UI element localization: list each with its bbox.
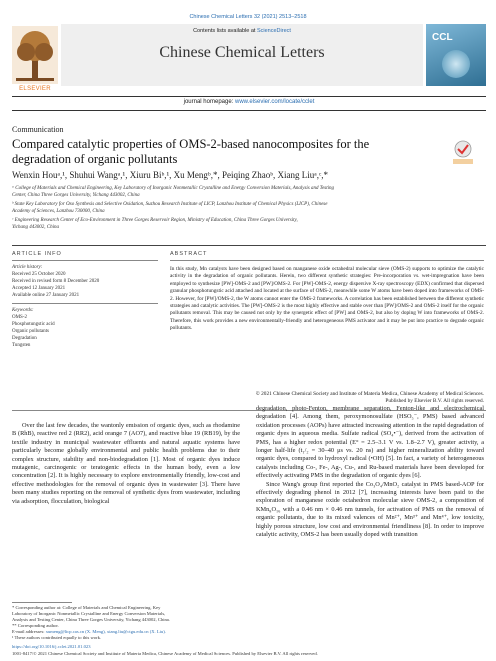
author-list: Wenxin Houᵃ,¹, Shuhui Wangᵃ,¹, Xiuru Biᵇ,¹, Xu Mengᵇ,*, Peiqing Zhaoᵇ, Xiang Liuᵃ,ᶜ,* — [12, 170, 329, 180]
footnote-line: Analysis and Testing Center, China Three Gorges University, Yichang 443002, China. — [12, 617, 170, 622]
cover-text: CCL — [432, 32, 453, 43]
keyword: OMS-2 — [12, 315, 28, 320]
title-line-2: degradation of organic pollutants — [12, 152, 178, 166]
paper-title — [12, 137, 422, 167]
body-paragraph: Since Wang's group first reported the Co₃O₄/MnO₂ catalyst in PMS based-AOP for effectively degrading phenol in 2012 [7], increasing interests have been paid to the exploration of manganese oxide octahedron molecular sieve OMS-2, a composition of KMn₈O₁₆ with a 0.46 nm × 0.46 nm tunnels, for activation of PMS on the removal of organic pollutants, due to its mixed valences of Mn²⁺, Mn³⁺ and Mn⁴⁺, low toxicity, highly porous structure, low cost and environmental friendliness [8]. In order to improve catalytic activity, OMS-2 has been usually doped with transition — [256, 480, 484, 539]
copyright-line-1: © 2021 Chinese Chemical Society and Institute of Materia Medica, Chinese Academy of Medical Sciences. — [255, 391, 484, 397]
sciencedirect-link[interactable]: ScienceDirect — [256, 28, 291, 34]
affiliation-line: ᵃ College of Materials and Chemical Engineering, Key Laboratory of Inorganic Nonmetallic Crystalline and Energy Conversion Materials, Analysis and Testing — [12, 186, 335, 191]
section-type: Communication — [12, 125, 64, 134]
footnote-rule — [12, 602, 72, 603]
contents-prefix: Contents lists available at — [193, 28, 257, 34]
doi-link[interactable]: https://doi.org/10.1016/j.cclet.2021.01.023 — [12, 644, 91, 649]
email-prefix: E-mail addresses: — [12, 629, 46, 634]
body-right-column — [256, 405, 484, 540]
copyright-line-2: Published by Elsevier B.V. All rights reserved. — [385, 398, 484, 405]
issn-line: 1001-8417/© 2021 Chinese Chemical Society and Institute of Materia Medica, Chinese Academy of Medical Sciences. Published by Elsevier B.V. All rights reserved. — [12, 651, 318, 656]
elsevier-logo-text: ELSEVIER — [19, 86, 51, 92]
history-item: Accepted 12 January 2021 — [12, 286, 66, 291]
cover-graphic — [442, 50, 470, 78]
history-item: Received 25 October 2020 — [12, 272, 66, 277]
body-paragraph: Over the last few decades, the wantonly emission of organic dyes, such as rhodamine B (RhB), reactive red 2 (RR2), acid orange 7 (AO7), and reactive blue 19 (RB19), by the textile industry in municipal wastewater effluents and natural aquatic systems have particularly become globally environmental and public health problems due to their complex structure, stability and non-biodegradation [1]. Most of organic dyes induce mutagenic, carcinogenic or teratogenic effects in the human body, even a low concentration [2]. It is highly necessary to explore environmentally friendly, low-cost and effective methodologies for the removal of organic dyes in wastewater [3]. There have been many studies reporting on the removal of synthetic dyes from wastewater, including via adsorption, flocculation, biological — [12, 422, 240, 505]
keyword: Organic pollutants — [12, 329, 49, 334]
keyword: Degradation — [12, 336, 37, 341]
section-divider — [12, 245, 486, 246]
homepage-prefix: journal homepage: — [183, 99, 235, 105]
elsevier-tree-logo — [12, 26, 58, 84]
affiliation-line: ᶜ Engineering Research Center of Eco-Environment in Three Gorges Reservoir Region, Ministry of Education, China Three Gorges University, — [12, 218, 298, 223]
abstract-copyright — [170, 391, 484, 406]
body-paragraph: degradation, photo-Fenton, membrane separation, Fenton-like and electrochemical degradation [4]. Among them, peroxymonosulfate (HSO₅⁻, PMS) based advanced oxidation processes (AOPs) have attracted increasing attention in the rapid degradation of organic dyes in aqueous media. Sulfate radical (SO₄•⁻), derived from the activation of PMS, has a higher redox potential (E° = 2.5–3.1 V vs. 1.8–2.7 V), greater activity, a longer half-life (t₁/₂ = 30–40 μs vs. 20 ns) and higher mineralization ability toward organic dyes, compared to hydroxyl radical (•OH) [5]. In fact, a variety of heterogeneous catalysts including Co-, Fe-, Ag-, Cu-, and Ru-based materials have been developed for effectively activating PMS in the degradation of organic dyes [6]. — [256, 405, 484, 480]
keywords-rule — [12, 303, 158, 304]
affiliation-line: Yichang 443002, China — [12, 225, 59, 230]
article-info-heading: ARTICLE INFO — [12, 251, 62, 257]
abstract-heading: ABSTRACT — [170, 251, 208, 257]
keyword: Tungsten — [12, 343, 31, 348]
contents-line — [61, 28, 423, 34]
journal-cover-image — [426, 24, 486, 86]
footnote-line: * Corresponding author at: College of Materials and Chemical Engineering, Key — [12, 605, 161, 610]
abstract-rule — [170, 260, 484, 261]
header-divider — [12, 110, 486, 111]
journal-title: Chinese Chemical Letters — [159, 44, 325, 61]
title-line-1: Compared catalytic properties of OMS-2-based nanocomposites for the — [12, 137, 370, 151]
keywords-heading: Keywords: — [12, 308, 34, 313]
footnote-line: ¹ These authors contributed equally to this work. — [12, 635, 102, 640]
affiliation-line: Academy of Sciences, Lanzhou 730000, China — [12, 209, 105, 214]
article-info-rule — [12, 260, 158, 261]
history-item: Available online 27 January 2021 — [12, 293, 80, 298]
affiliation-line: ᵇ State Key Laboratory for Oxo Synthesis and Selective Oxidation, Suzhou Research Institute of LICP, Lanzhou Institute of Chemical Physics (LICP), Chinese — [12, 202, 328, 207]
journal-homepage-bar — [12, 96, 486, 107]
body-left-column — [12, 422, 240, 506]
affiliation-line: Center, China Three Gorges University, Yichang 443002, China — [12, 193, 140, 198]
history-heading: Article history: — [12, 265, 43, 270]
check-for-updates-icon[interactable] — [451, 139, 475, 165]
footnote-line: ** Corresponding author. — [12, 623, 59, 628]
keyword: Phosphotungstic acid — [12, 322, 55, 327]
journal-citation[interactable]: Chinese Chemical Letters 32 (2021) 2513–2518 — [189, 14, 307, 20]
footnote-line: Laboratory of Inorganic Nonmetallic Crystalline and Energy Conversion Materials, — [12, 611, 166, 616]
email-links[interactable]: xumeng@licp.cas.cn (X. Meng), xiang.liu@ctgu.edu.cn (X. Liu). — [45, 629, 166, 634]
abstract-text: In this study, Mn catalysts have been designed based on manganese oxide octahedral molecular sieve (OMS-2) supports to optimize the catalytic activity in the degradation of organic pollutants. Herein, two different synthetic strategies: Pre-incorporation vs. wet-impregnation have been employed to synthesize [PW]-OMS-2 and [PW]/OMS-2. For [PW]-OMS-2, energy dispersive X-ray spectroscopy (EDX) confirmed that dispersed granular phosphotungstic acid attached and located at the surface of OMS-2, meanwhile some W atoms have been doped into frameworks of OMS-2. However, for [PW]/OMS-2, the W atoms cannot enter the OMS-2 frameworks. A correlation has been established between the different synthetic strategies and catalytic activities. The [PW]-OMS-2 is the most highly effective and stable over than [PW]/OMS-2 and OMS-2 itself for the organic pollutants removal. This may be caused not only by the synergetic effect of [PW] and OMS-2, but also by doping W into frameworks of OMS-2. Therefore, this work provides a new environmentally-friendly and heterogeneous PMS activator and it may be put into practice to degrade organic pollutants. — [170, 266, 484, 332]
history-item: Received in revised form 8 December 2020 — [12, 279, 100, 284]
homepage-link[interactable]: www.elsevier.com/locate/cclet — [235, 99, 315, 105]
